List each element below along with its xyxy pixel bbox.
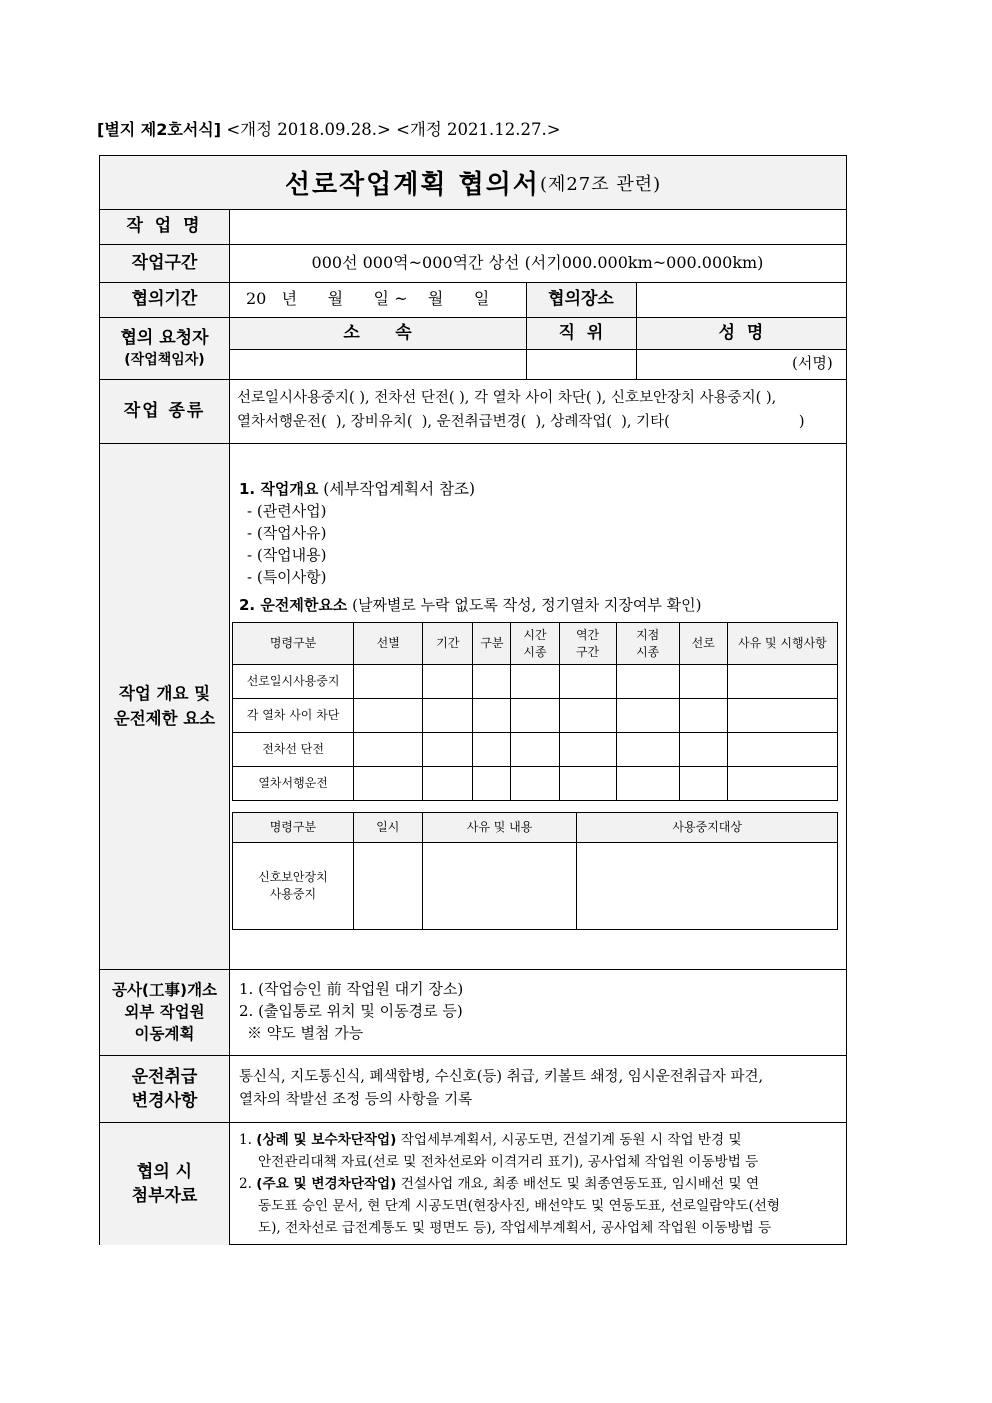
overview-label xyxy=(100,443,229,969)
column-header: 사유 및 시행사항 xyxy=(727,623,837,665)
table-cell[interactable] xyxy=(616,665,679,699)
table-cell[interactable] xyxy=(423,665,473,699)
name-header: 성 명 xyxy=(718,322,764,343)
operation-changes-line-2: 열차의 착발선 조정 등의 사항을 기록 xyxy=(239,1092,473,1108)
table-cell[interactable] xyxy=(511,767,559,801)
consult-period-label: 협의기간 xyxy=(131,289,198,309)
table-cell[interactable] xyxy=(511,699,559,733)
table-cell[interactable] xyxy=(616,767,679,801)
table-row xyxy=(233,665,838,699)
outside-workers-line-3: ※ 약도 별첨 가능 xyxy=(247,1024,364,1042)
outside-workers-label: 공사(工事)개소 외부 작업원 이동계획 xyxy=(111,981,218,1043)
table-cell[interactable] xyxy=(679,767,727,801)
overview-section-2-note: (날짜별로 누락 없도록 작성, 정기열차 지장여부 확인) xyxy=(352,596,702,614)
attachment-item-2-text: 건설사업 개요, 최종 배선도 및 최종연동도표, 임시배선 및 연 xyxy=(400,1176,760,1192)
table-cell[interactable] xyxy=(422,843,577,930)
form-title xyxy=(100,156,846,209)
overview-item: - (작업내용) xyxy=(247,546,327,564)
table-cell[interactable] xyxy=(354,733,423,767)
consult-period-value[interactable]: 20 년 월 일 ~ 월 일 xyxy=(246,289,490,308)
attachment-item-2-head: (주요 및 변경차단작업) xyxy=(256,1176,397,1192)
signal-table-header xyxy=(233,813,838,843)
row-label: 각 열차 사이 차단 xyxy=(233,699,354,733)
overview-label-1: 작업 개요 및 xyxy=(118,684,211,703)
table-cell[interactable] xyxy=(354,699,423,733)
table-cell[interactable] xyxy=(559,699,616,733)
signature-mark: (서명) xyxy=(792,354,833,372)
table-cell[interactable] xyxy=(423,699,473,733)
restriction-table xyxy=(232,622,838,801)
row-label: 전차선 단전 xyxy=(233,733,354,767)
column-header: 구분 xyxy=(473,623,511,665)
table-cell[interactable] xyxy=(354,767,423,801)
work-section-label: 작업구간 xyxy=(131,252,198,273)
table-row xyxy=(233,733,838,767)
overview-section-1-note: (세부작업계획서 참조) xyxy=(323,480,476,498)
requester-label-sub: (작업책임자) xyxy=(124,352,205,368)
table-cell[interactable] xyxy=(679,699,727,733)
form-title-main: 선로작업계획 협의서 xyxy=(284,170,540,200)
signal-suspension-table xyxy=(232,812,838,930)
overview-section-2 xyxy=(239,594,701,616)
column-header: 선로 xyxy=(679,623,727,665)
attachment-item-1: 1. (상례 및 보수차단작업) 작업세부계획서, 시공도면, 건설기계 동원 시 작업 반경 및 xyxy=(239,1132,742,1148)
consult-place-label: 협의장소 xyxy=(548,289,614,309)
overview-item: - (작업사유) xyxy=(247,524,327,542)
form-header xyxy=(97,116,561,140)
form-title-sub: (제27조 관련) xyxy=(539,173,662,195)
table-cell[interactable] xyxy=(423,767,473,801)
table-row xyxy=(233,843,838,930)
table-cell[interactable] xyxy=(511,733,559,767)
column-header: 선별 xyxy=(354,623,423,665)
table-cell[interactable] xyxy=(679,733,727,767)
revision-dates: <개정 2018.09.28.> <개정 2021.12.27.> xyxy=(226,120,561,139)
column-header: 시간 시종 xyxy=(511,623,559,665)
work-name-label: 작 업 명 xyxy=(126,216,203,236)
table-cell[interactable] xyxy=(727,699,837,733)
overview-label-2: 운전제한 요소 xyxy=(113,709,216,728)
table-cell[interactable] xyxy=(679,665,727,699)
table-row xyxy=(233,699,838,733)
table-cell[interactable] xyxy=(616,699,679,733)
overview-item: - (관련사업) xyxy=(247,502,327,520)
table-cell[interactable] xyxy=(511,665,559,699)
table-cell[interactable] xyxy=(727,767,837,801)
table-cell[interactable] xyxy=(577,843,838,930)
column-header: 역간 구간 xyxy=(559,623,616,665)
attachment-item-1-text: 작업세부계획서, 시공도면, 건설기계 동원 시 작업 반경 및 xyxy=(400,1132,742,1148)
attachment-item-1-head: (상례 및 보수차단작업) xyxy=(256,1132,397,1148)
requester-label xyxy=(100,317,229,379)
overview-section-1-title: 1. 작업개요 xyxy=(239,480,319,498)
table-cell[interactable] xyxy=(559,733,616,767)
table-cell[interactable] xyxy=(473,699,511,733)
form-label: [별지 제2호서식] xyxy=(97,120,222,139)
column-header: 지점 시종 xyxy=(616,623,679,665)
overview-item: - (특이사항) xyxy=(247,568,327,586)
attachment-item-2-cont: 동도표 승인 문서, 현 단계 시공도면(현장사진, 배선약도 및 연동도표, 선로일람약도(선형 xyxy=(258,1198,781,1214)
table-cell[interactable] xyxy=(727,665,837,699)
outside-workers-line-1: 1. (작업승인 前 작업원 대기 장소) xyxy=(239,980,464,998)
position-header: 직 위 xyxy=(558,322,604,343)
column-header: 일시 xyxy=(353,813,422,843)
operation-changes-line-1: 통신식, 지도통신식, 폐색합병, 수신호(등) 취급, 키볼트 쇄정, 임시운전취급자 파견, xyxy=(239,1069,764,1085)
table-row xyxy=(233,767,838,801)
column-header: 기간 xyxy=(423,623,473,665)
work-section-value[interactable]: 000선 000역~000역간 상선 (서기000.000km~000.000km) xyxy=(311,253,764,272)
outside-workers-line-2: 2. (출입통로 위치 및 이동경로 등) xyxy=(239,1002,463,1020)
row-label: 선로일시사용중지 xyxy=(233,665,354,699)
table-cell[interactable] xyxy=(559,767,616,801)
table-cell[interactable] xyxy=(353,843,422,930)
column-header: 사용중지대상 xyxy=(577,813,838,843)
table-cell[interactable] xyxy=(559,665,616,699)
attachment-item-2-cont: 도), 전차선로 급전계통도 및 평면도 등), 작업세부계획서, 공사업체 작업원 이동방법 등 xyxy=(258,1220,772,1236)
table-cell[interactable] xyxy=(473,767,511,801)
work-type-line-2: 열차서행운전( ), 장비유치( ), 운전취급변경( ), 상례작업( ), 기타( ) xyxy=(237,414,805,430)
restriction-table-header xyxy=(233,623,838,665)
table-cell[interactable] xyxy=(616,733,679,767)
table-cell[interactable] xyxy=(423,733,473,767)
row-label: 열차서행운전 xyxy=(233,767,354,801)
table-cell[interactable] xyxy=(354,665,423,699)
column-header: 사유 및 내용 xyxy=(422,813,577,843)
column-header: 명령구분 xyxy=(233,623,354,665)
row-label: 신호보안장치 사용중지 xyxy=(233,843,354,930)
requester-label-main: 협의 요청자 xyxy=(120,328,209,348)
overview-section-1 xyxy=(239,478,475,500)
table-cell[interactable] xyxy=(727,733,837,767)
work-type-line-1: 선로일시사용중지( ), 전차선 단전( ), 각 열차 사이 차단( ), 신호보안장치 사용중지( ), xyxy=(237,390,777,406)
consultation-form xyxy=(99,155,847,1245)
table-cell[interactable] xyxy=(473,665,511,699)
attachment-item-1-cont: 안전관리대책 자료(선로 및 전차선로와 이격거리 표기), 공사업체 작업원 이동방법 등 xyxy=(258,1154,759,1170)
affiliation-header: 소 속 xyxy=(343,322,412,343)
table-cell[interactable] xyxy=(473,733,511,767)
overview-section-2-title: 2. 운전제한요소 xyxy=(239,596,348,614)
work-type-label: 작업 종류 xyxy=(123,400,206,421)
column-header: 명령구분 xyxy=(233,813,354,843)
operation-changes-label: 운전취급 변경사항 xyxy=(131,1066,198,1111)
attachments-label: 협의 시 첨부자료 xyxy=(131,1161,198,1206)
attachment-item-2: 2. (주요 및 변경차단작업) 건설사업 개요, 최종 배선도 및 최종연동도표, 임시배선 및 연 xyxy=(239,1176,760,1192)
